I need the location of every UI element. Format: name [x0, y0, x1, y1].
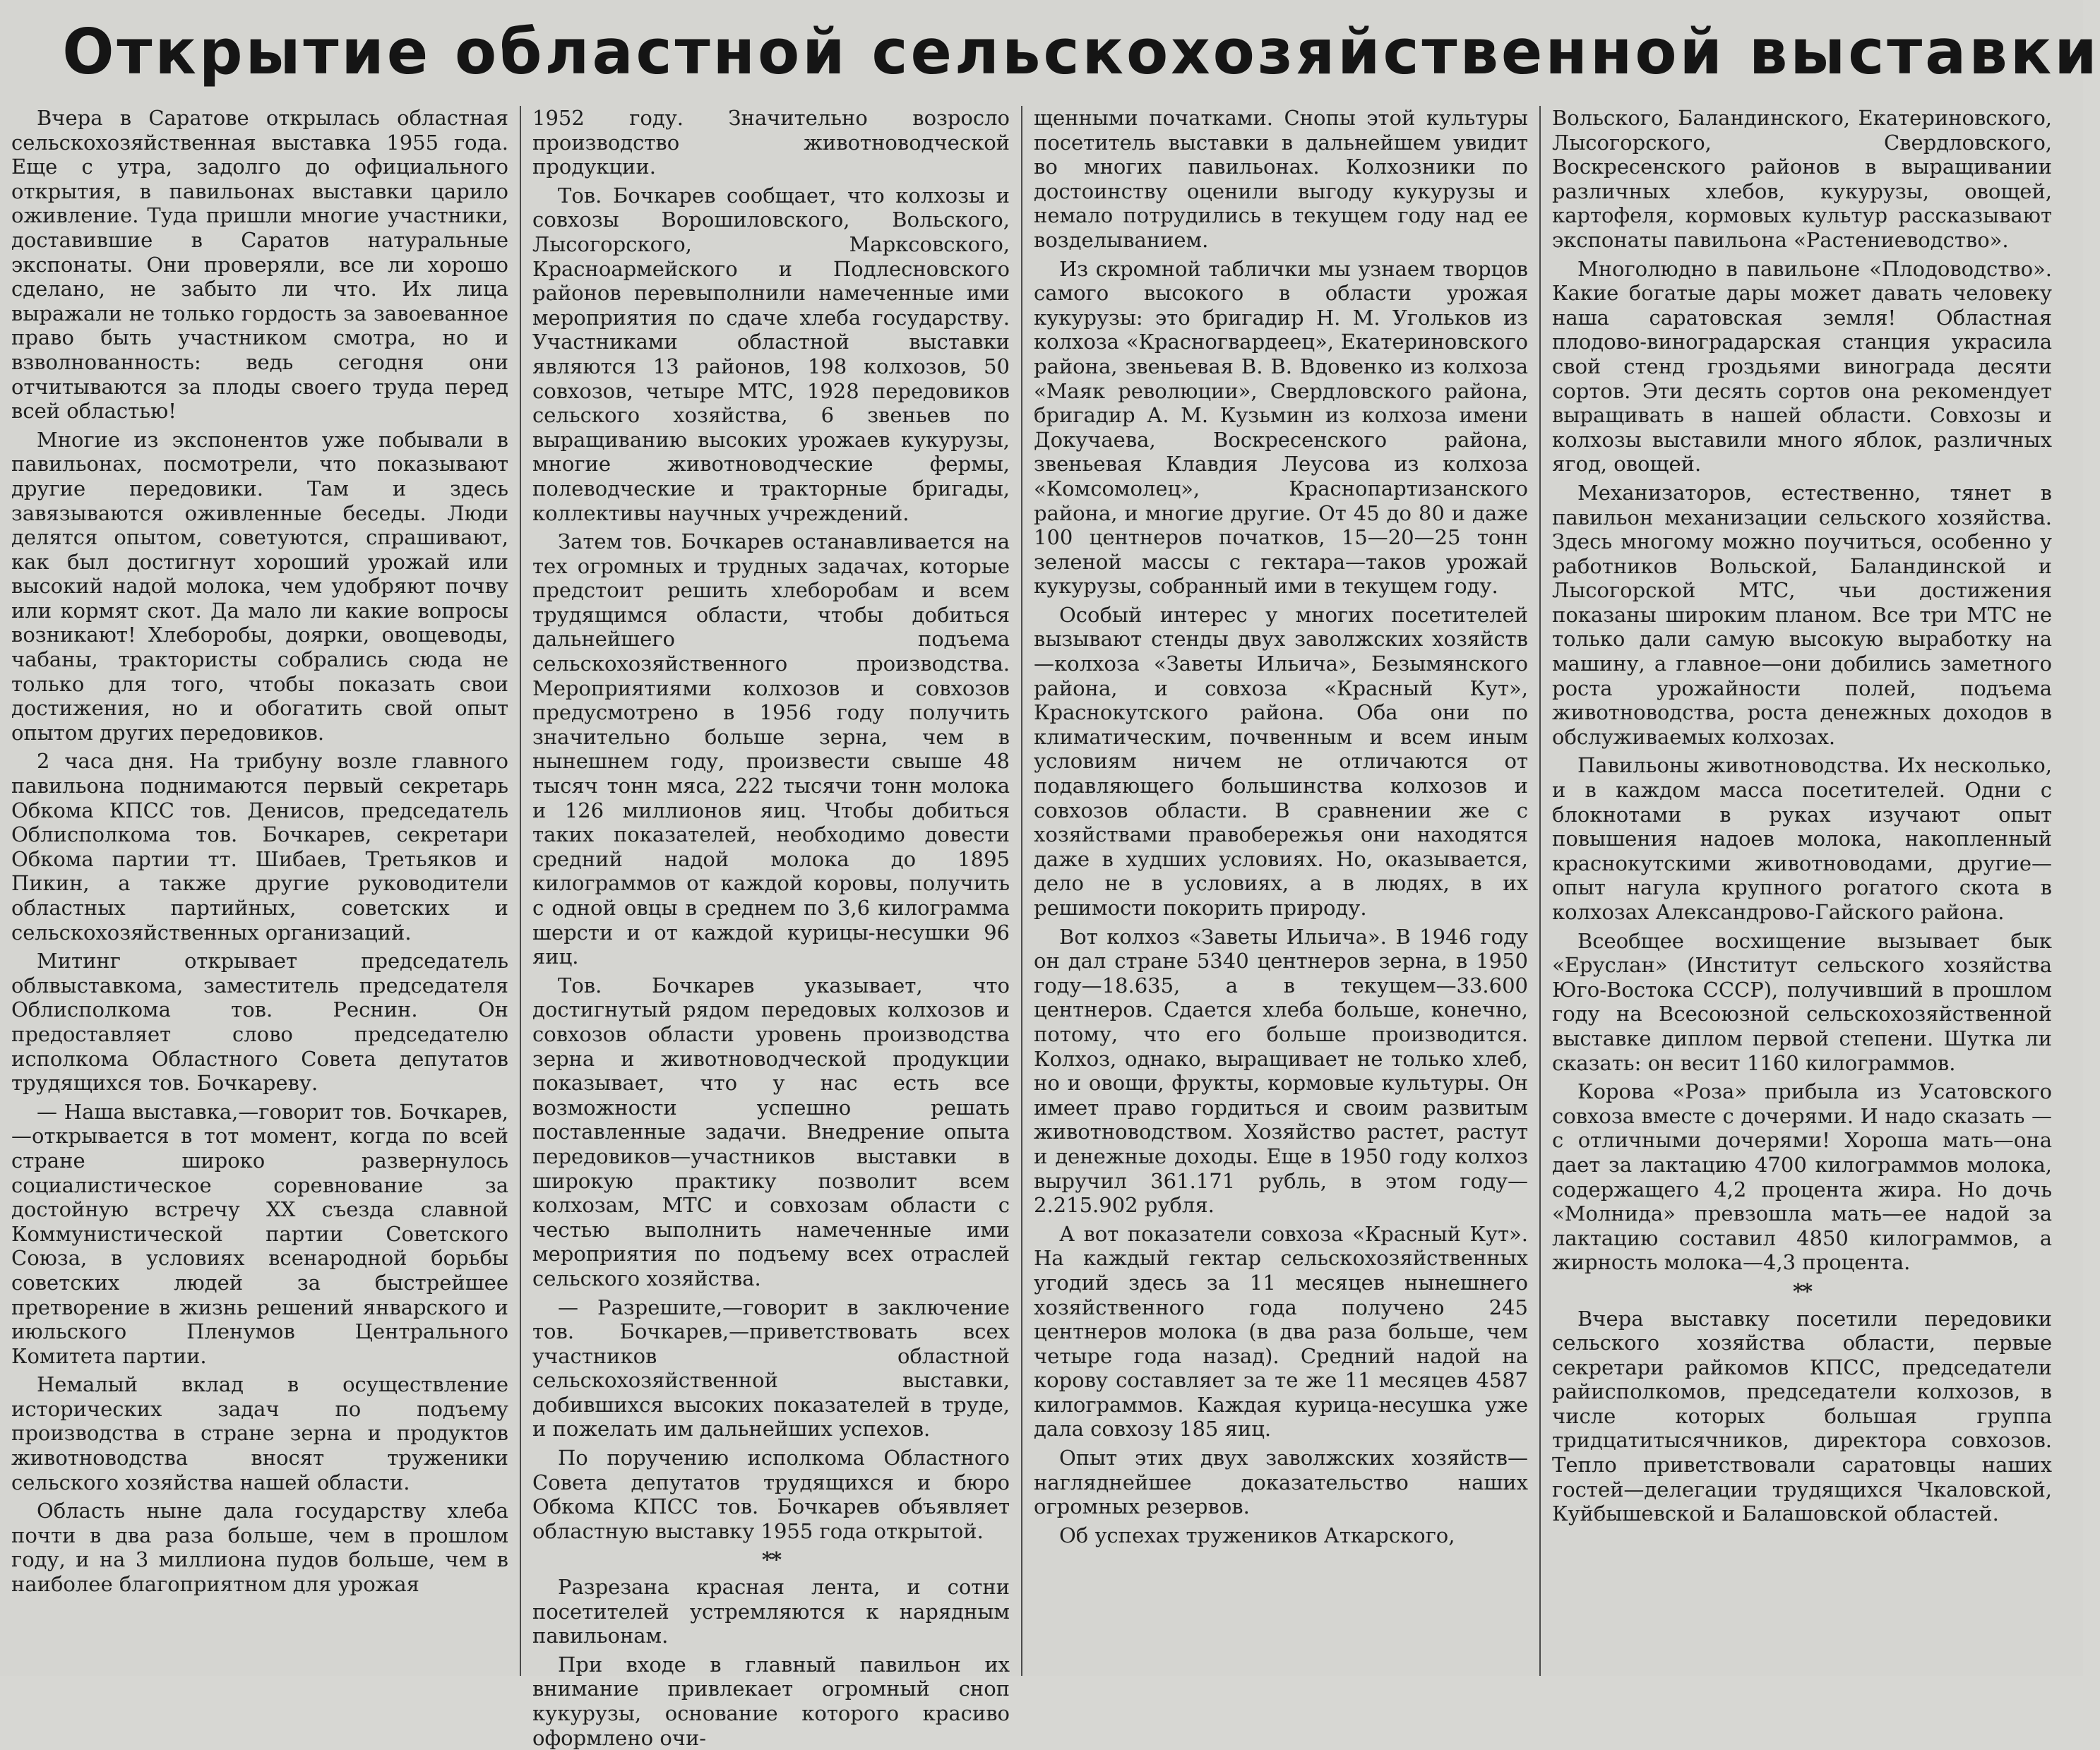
paragraph: Вольского, Баландинского, Екатериновского, Лысогорского, Свердловского, Воскресенского районов в выращивании различных хлебов, кукурузы, овощей, картофеля, кормовых культур рассказывают экспонаты павильона «Растениеводство». [1552, 106, 2052, 252]
paragraph: Многолюдно в павильоне «Плодоводство». Какие богатые дары может давать человеку наша саратовская земля! Областная плодово-виноградарская станция украсила свой стенд гроздьями винограда десяти сортов. Эти десять сортов она рекомендует выращивать в нашей области. Совхозы и колхозы выставили много яблок, различных ягод, овощей. [1552, 256, 2052, 477]
paragraph: Разрезана красная лента, и сотни посетителей устремляются к нарядным павильонам. [532, 1575, 1010, 1648]
paragraph: А вот показатели совхоза «Красный Кут». На каждый гектар сельскохозяйственных угодий здесь за 11 месяцев нынешнего хозяйственного года получено 245 центнеров молока (в два раза больше, чем четыре года назад). Средний надой на корову составляет за те же 11 месяцев 4587 килограммов. Каждая курица-несушка уже дала совхозу 185 яиц. [1034, 1221, 1528, 1442]
paragraph: Особый интерес у многих посетителей вызывают стенды двух заволжских хозяйств—колхоза «Заветы Ильича», Безымянского района, и совхоза «Красный Кут», Краснокутского района. Оба они по климатическим, почвенным и всем иным условиям ничем не отличаются от подавляющего большинства колхозов и совхозов области. В сравнении же с хозяйствами правобережья они находятся даже в худших условиях. Но, оказывается, дело не в условиях, а в людях, в их решимости покорить природу. [1034, 602, 1528, 920]
column-4 [1541, 106, 2062, 1676]
article-body [0, 106, 2083, 1750]
paragraph: Павильоны животноводства. Их несколько, и в каждом масса посетителей. Одни с блокнотами в руках изучают опыт повышения надоев молока, накопленный краснокутскими животноводами, другие—опыт нагула крупного рогатого скота в колхозах Александрово-Гайского района. [1552, 753, 2052, 924]
paragraph: Область ныне дала государству хлеба почти в два раза больше, чем в прошлом году, и на 3 миллиона пудов больше, чем в наиболее благоприятном для урожая [11, 1499, 508, 1597]
paragraph: Механизаторов, естественно, тянет в павильон механизации сельского хозяйства. Здесь многому можно поучиться, особенно у работников Вольской, Баландинской и Лысогорской МТС, чьи достижения показаны широким планом. Все три МТС не только дали самую высокую выработку на машину, а главное—они добились заметного роста урожайности полей, подъема животноводства, роста денежных доходов в обслуживаемых колхозах. [1552, 480, 2052, 749]
paragraph: Из скромной таблички мы узнаем творцов самого высокого в области урожая кукурузы: это бригадир Н. М. Угольков из колхоза «Красногвардеец», Екатериновского района, звеньевая В. В. Вдовенко из колхоза «Маяк революции», Свердловского района, бригадир А. М. Кузьмин из колхоза имени Докучаева, Воскресенского района, звеньевая Клавдия Леусова из колхоза «Комсомолец», Краснопартизанского района, и многие другие. От 45 до 80 и даже 100 центнеров початков, 15—20—25 тонн зеленой массы с гектара—таков урожай кукурузы, собранный ими в текущем году. [1034, 256, 1528, 599]
paragraph: Вот колхоз «Заветы Ильича». В 1946 году он дал стране 5340 центнеров зерна, в 1950 году—18.635, а в текущем—33.600 центнеров. Сдается хлеба больше, конечно, потому, что его больше производится. Колхоз, однако, выращивает не только хлеб, но и овощи, фрукты, кормовые культуры. Он имеет право гордиться и своим развитым животноводством. Хозяйство растет, растут и денежные доходы. Еще в 1950 году колхоз выручил 361.171 рубль, в этом году—2.215.902 рубля. [1034, 924, 1528, 1218]
paragraph: При входе в главный павильон их внимание привлекает огромный сноп кукурузы, основание которого красиво оформлено очи- [532, 1652, 1010, 1750]
paragraph: — Разрешите,—говорит в заключение тов. Бочкарев,—приветствовать всех участников областной сельскохозяйственной выставки, добившихся высоких показателей в труде, и пожелать им дальнейших успехов. [532, 1295, 1010, 1442]
column-2 [521, 106, 1020, 1750]
section-separator: ** [761, 1547, 781, 1572]
paragraph: 1952 году. Значительно возросло производство животноводческой продукции. [532, 106, 1010, 179]
paragraph: щенными початками. Снопы этой культуры посетитель выставки в дальнейшем увидит во многих павильонах. Колхозники по достоинству оценили выгоду кукурузы и немало потрудились в текущем году над ее возделыванием. [1034, 106, 1528, 252]
paragraph: По поручению исполкома Областного Совета депутатов трудящихся и бюро Обкома КПСС тов. Бочкарев объявляет областную выставку 1955 года открытой. [532, 1446, 1010, 1543]
paragraph: Митинг открывает председатель облвыставкома, заместитель председателя Облисполкома тов. Реснин. Он предоставляет слово председателю исполкома Областного Совета депутатов трудящихся тов. Бочкареву. [11, 949, 508, 1096]
section-separator: ** [1792, 1278, 1812, 1303]
paragraph: Опыт этих двух заволжских хозяйств—нагляднейшее доказательство наших огромных резервов. [1034, 1446, 1528, 1519]
column-3 [1022, 106, 1538, 1676]
paragraph: Вчера в Саратове открылась областная сельскохозяйственная выставка 1955 года. Еще с утра, задолго до официального открытия, в павильонах выставки царило оживление. Туда пришли многие участники, доставившие в Саратов натуральные экспонаты. Они проверяли, все ли хорошо сделано, не забыто ли что. Их лица выражали не только гордость за завоеванное право быть участником смотра, но и взволнованность: ведь сегодня они отчитываются за плоды своего труда перед всей областью! [11, 106, 508, 424]
headline: Открытие областной сельскохозяйственной выставки [62, 16, 2100, 88]
paragraph: Всеобщее восхищение вызывает бык «Еруслан» (Институт сельского хозяйства Юго-Востока СССР), получивший в прошлом году на Всесоюзной сельскохозяйственной выставке диплом первой степени. Шутка ли сказать: он весит 1160 килограммов. [1552, 928, 2052, 1075]
paragraph: Немалый вклад в осуществление исторических задач по подъему производства в стране зерна и продуктов животноводства вносят труженики сельского хозяйства нашей области. [11, 1372, 508, 1494]
paragraph: Затем тов. Бочкарев останавливается на тех огромных и трудных задачах, которые предстоит решить хлеборобам и всем трудящимся области, чтобы добиться дальнейшего подъема сельскохозяйственного производства. Мероприятиями колхозов и совхозов предусмотрено в 1956 году получить значительно больше зерна, чем в нынешнем году, произвести свыше 48 тысяч тонн мяса, 222 тысячи тонн молока и 126 миллионов яиц. Чтобы добиться таких показателей, необходимо довести средний надой молока до 1895 килограммов от каждой коровы, получить с одной овцы в среднем по 3,6 килограмма шерсти и от каждой курицы-несушки 96 яиц. [532, 529, 1010, 969]
paragraph: Вчера выставку посетили передовики сельского хозяйства области, первые секретари райкомов КПСС, председатели райисполкомов, председатели колхозов, в числе которых большая группа тридцатитысячников, директора совхозов. Тепло приветствовали саратовцы наших гостей—делегации трудящихся Чкаловской, Куйбышевской и Балашовской областей. [1552, 1306, 2052, 1526]
paragraph: Многие из экспонентов уже побывали в павильонах, посмотрели, что показывают другие передовики. Там и здесь завязываются оживленные беседы. Люди делятся опытом, советуются, спрашивают, как был достигнут хороший урожай или высокий надой молока, чем удобряют почву или кормят скот. Да мало ли какие вопросы возникают! Хлеборобы, доярки, овощеводы, чабаны, трактористы собрались сюда не только для того, чтобы показать свои достижения, но и обогатить свой опыт опытом других передовиков. [11, 427, 508, 745]
column-1 [0, 106, 518, 1676]
paragraph: Об успехах тружеников Аткарского, [1059, 1523, 1455, 1547]
paragraph: 2 часа дня. На трибуну возле главного павильона поднимаются первый секретарь Обкома КПСС тов. Денисов, председатель Облисполкома тов. Бочкарев, секретари Обкома партии тт. Шибаев, Третьяков и Пикин, а также другие руководители областных партийных, советских и сельскохозяйственных организаций. [11, 749, 508, 945]
paragraph: — Наша выставка,—говорит тов. Бочкарев,—открывается в тот момент, когда по всей стране широко развернулось социалистическое соревнование за достойную встречу XX съезда славной Коммунистической партии Советского Союза, в условиях всенародной борьбы советских людей за быстрейшее претворение в жизнь решений январского и июльского Пленумов Центрального Комитета партии. [11, 1099, 508, 1368]
paragraph: Корова «Роза» прибыла из Усатовского совхоза вместе с дочерями. И надо сказать — с отличными дочерями! Хороша мать—она дает за лактацию 4700 килограммов молока, содержащего 4,2 процента жира. Но дочь «Молнида» превзошла мать—ее надой за лактацию составил 4850 килограммов, а жирность молока—4,3 процента. [1552, 1079, 2052, 1275]
paragraph: Тов. Бочкарев сообщает, что колхозы и совхозы Ворошиловского, Вольского, Лысогорского, Марксовского, Красноармейского и Подлесновского районов перевыполнили намеченные ими мероприятия по сдаче хлеба государству. Участниками областной выставки являются 13 районов, 198 колхозов, 50 совхозов, четыре МТС, 1928 передовиков сельского хозяйства, 6 звеньев по выращиванию высоких урожаев кукурузы, многие животноводческие фермы, полеводческие и тракторные бригады, коллективы научных учреждений. [532, 183, 1010, 525]
paragraph: Тов. Бочкарев указывает, что достигнутый рядом передовых колхозов и совхозов области уровень производства зерна и животноводческой продукции показывает, что у нас есть все возможности успешно решать поставленные задачи. Внедрение опыта передовиков—участников выставки в широкую практику позволит всем колхозам, МТС и совхозам области с честью выполнить намеченные ими мероприятия по подъему всех отраслей сельского хозяйства. [532, 973, 1010, 1290]
